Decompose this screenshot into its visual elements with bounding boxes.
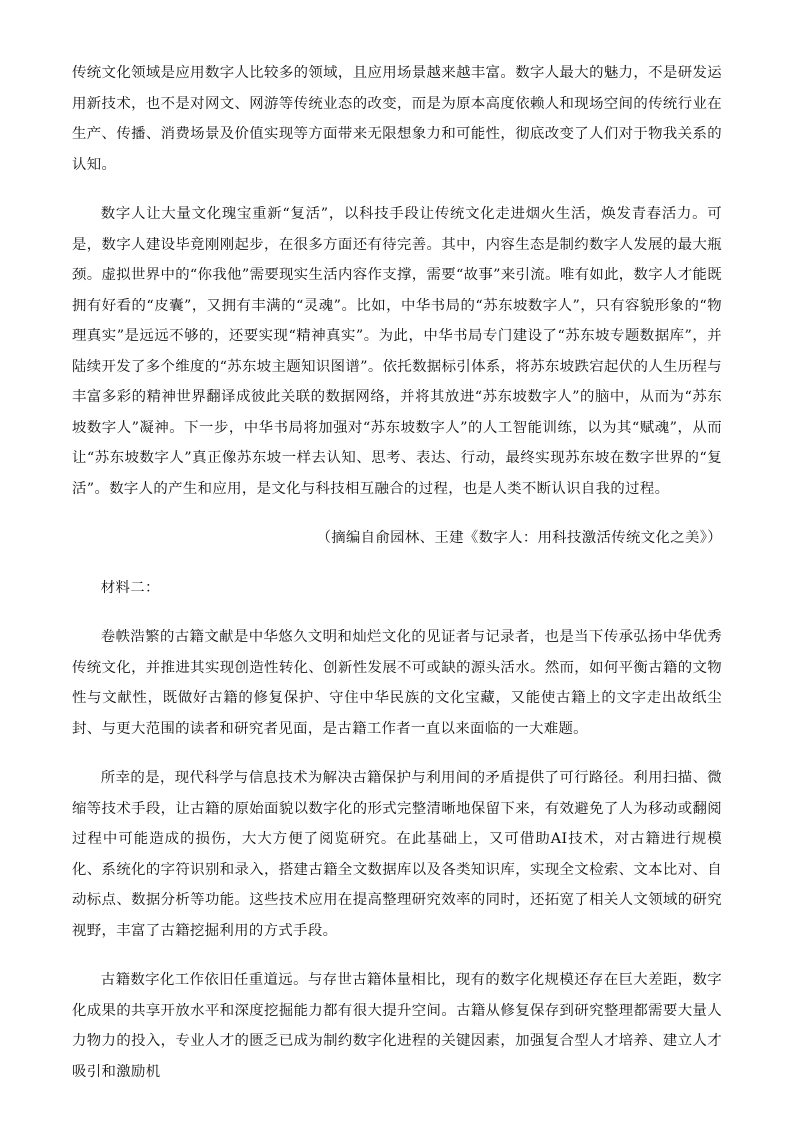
paragraph-gap — [72, 180, 722, 199]
paragraph-digital-human-revival: 数字人让大量文化瑰宝重新“复活”，以科技手段让传统文化走进烟火生活，焕发青春活力。可是，数字人建设毕竟刚刚起步，在很多方面还有待完善。其中，内容生态是制约数字人发展的最大瓶颈。虚拟世界中的“你我他”需要现实生活内容作支撑，需要“故事”来引流。唯有如此，数字人才能既拥有好看的“皮囊”，又拥有丰满的“灵魂”。比如，中华书局的“苏东坡数字人”，只有容貌形象的“物理真实”是远远不够的，还要实现“精神真实”。为此，中华书局专门建设了“苏东坡专题数据库”，并陆续开发了多个维度的“苏东坡主题知识图谱”。依托数据标引体系，将苏东坡跌宕起伏的人生历程与丰富多彩的精神世界翻译成彼此关联的数据网络，并将其放进“苏东坡数字人”的脑中，从而为“苏东坡数字人”凝神。下一步，中华书局将加强对“苏东坡数字人”的人工智能训练，以为其“赋魂”，从而让“苏东坡数字人”真正像苏东坡一样去认知、思考、表达、行动，最终实现苏东坡在数字世界的“复活”。数字人的产生和应用，是文化与科技相互融合的过程，也是人类不断认识自我的过程。 — [72, 206, 722, 497]
paragraph-gap — [72, 554, 722, 573]
paragraph-digitization-challenges: 古籍数字化工作依旧任重道远。与存世古籍体量相比，现有的数字化规模还存在巨大差距，数字化成果的共享开放水平和深度挖掘能力都有很大提升空间。古籍从修复保存到研究整理都需要大量人力物力的投入，专业人才的匮乏已成为制约数字化进程的关键因素，加强复合型人才培养、建立人才吸引和激励机 — [72, 972, 722, 1080]
paragraph-gap — [72, 946, 722, 965]
source-citation: （摘编自俞园林、王建《数字人：用科技激活传统文化之美》） — [316, 530, 722, 546]
paragraph-gap — [72, 504, 722, 523]
document-page — [72, 58, 722, 1087]
paragraph-technology-path: 所幸的是，现代科学与信息技术为解决古籍保护与利用间的矛盾提供了可行路径。利用扫描、微缩等技术手段，让古籍的原始面貌以数字化的形式完整清晰地保留下来，有效避免了人为移动或翻阅过程中可能造成的损伤，大大方便了阅览研究。在此基础上，又可借助AI技术，对古籍进行规模化、系统化的字符识别和录入，搭建古籍全文数据库以及各类知识库，实现全文检索、文本比对、自动标点、数据分析等功能。这些技术应用在提高整理研究效率的同时，还拓宽了相关人文领域的研究视野，丰富了古籍挖掘利用的方式手段。 — [72, 770, 722, 939]
paragraph-ancient-books-intro: 卷帙浩繁的古籍文献是中华悠久文明和灿烂文化的见证者与记录者，也是当下传承弘扬中华优秀传统文化，并推进其实现创造性转化、创新性发展不可或缺的源头活水。然而，如何平衡古籍的文物性与文献性，既做好古籍的修复保护、守住中华民族的文化宝藏，又能使古籍上的文字走出故纸尘封、与更大范围的读者和研究者见面，是古籍工作者一直以来面临的一大难题。 — [72, 629, 722, 737]
paragraph-gap — [72, 744, 722, 763]
paragraph-cultural-field: 传统文化领域是应用数字人比较多的领域，且应用场景越来越丰富。数字人最大的魅力，不是研发运用新技术，也不是对网文、网游等传统业态的改变，而是为原本高度依赖人和现场空间的传统行业在生产、传播、消费场景及价值实现等方面带来无限想象力和可能性，彻底改变了人们对于物我关系的认知。 — [72, 65, 722, 173]
material-two-heading: 材料二： — [100, 579, 160, 596]
paragraph-gap — [72, 603, 722, 622]
